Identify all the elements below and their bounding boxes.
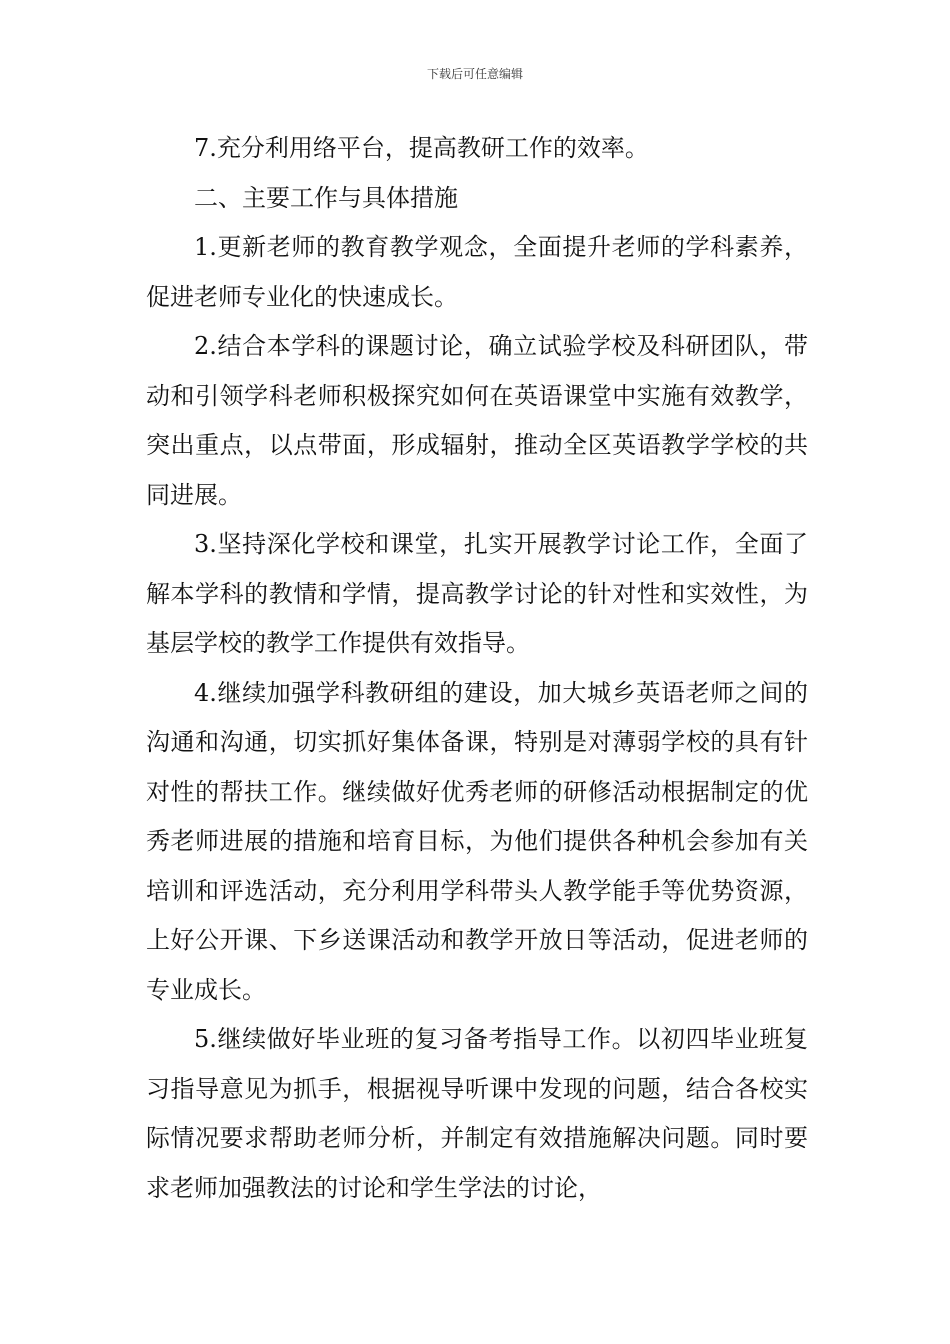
page-header-note: 下载后可任意编辑 — [426, 67, 523, 81]
paragraph-item-4: 4.继续加强学科教研组的建设，加大城乡英语老师之间的沟通和沟通，切实抓好集体备课，特别是对薄弱学校的具有针对性的帮扶工作。继续做好优秀老师的研修活动根据制定的优秀老师进展的措施和培育目标，为他们提供各种机会参加有关培训和评选活动，充分利用学科带头人教学能手等优势资源，上好公开课、下乡送课活动和教学开放日等活动，促进老师的专业成长。 — [146, 678, 808, 1004]
paragraph-item-7: 7.充分利用络平台，提高教研工作的效率。 — [194, 134, 649, 162]
paragraph-item-1: 1.更新老师的教育教学观念，全面提升老师的学科素养，促进老师专业化的快速成长。 — [146, 233, 808, 311]
document-body — [146, 124, 808, 1213]
paragraph-item-3: 3.坚持深化学校和课堂，扎实开展教学讨论工作，全面了解本学科的教情和学情，提高教学讨论的针对性和实效性，为基层学校的教学工作提供有效指导。 — [146, 530, 808, 657]
paragraph-item-5: 5.继续做好毕业班的复习备考指导工作。以初四毕业班复习指导意见为抓手，根据视导听课中发现的问题，结合各校实际情况要求帮助老师分析，并制定有效措施解决问题。同时要求老师加强教法的讨论和学生学法的讨论， — [146, 1025, 808, 1202]
paragraph-item-2: 2.结合本学科的课题讨论，确立试验学校及科研团队，带动和引领学科老师积极探究如何在英语课堂中实施有效教学，突出重点，以点带面，形成辐射，推动全区英语教学学校的共同进展。 — [146, 332, 808, 509]
section-heading-main-work: 二、主要工作与具体措施 — [194, 183, 458, 212]
